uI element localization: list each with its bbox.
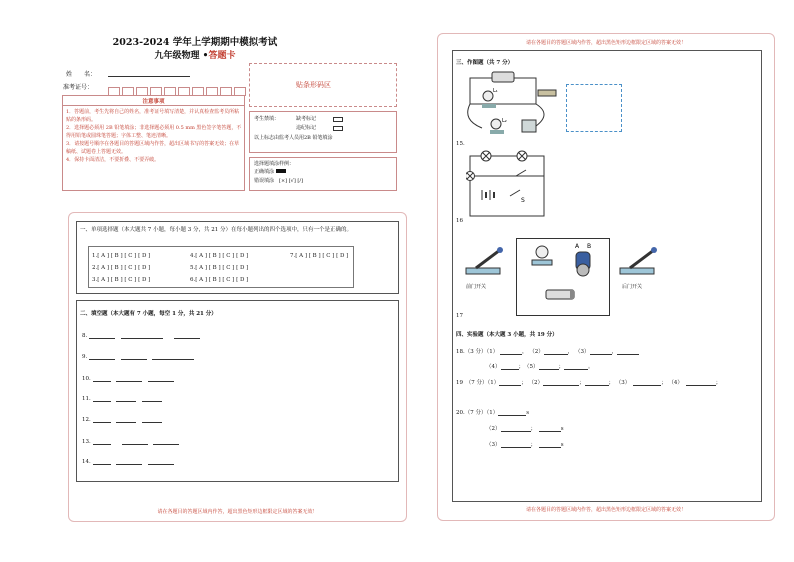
blank[interactable] xyxy=(93,417,111,423)
blank[interactable] xyxy=(590,349,612,355)
knob xyxy=(651,247,657,253)
l2-label: L₂ xyxy=(502,118,507,124)
bulb-l1-icon xyxy=(483,91,493,101)
punct: ， xyxy=(522,349,528,355)
choice-row[interactable]: 2.[ A ] [ B ] [ C ] [ D ] xyxy=(92,265,151,271)
part: （3） xyxy=(486,442,501,448)
q18-row2 xyxy=(486,362,594,370)
blank[interactable] xyxy=(544,349,568,355)
wrong-fill-marks: [×] [√] [/] xyxy=(279,178,303,184)
part: （4） xyxy=(486,364,501,370)
punct: ； xyxy=(579,380,585,386)
blank[interactable] xyxy=(122,439,148,445)
bell-dome xyxy=(577,264,589,276)
q17-components xyxy=(526,240,606,310)
q16-label: 16 xyxy=(456,218,463,224)
q20-row2 xyxy=(486,424,564,432)
front-switch-label: 前门开关 xyxy=(466,284,487,290)
punct: ； xyxy=(558,364,565,370)
bulb-holder xyxy=(532,260,552,265)
part: （2） xyxy=(529,349,544,355)
notice-item: 4．保持卡面清洁，不要折叠、不要弄破。 xyxy=(66,157,160,163)
blank[interactable] xyxy=(499,380,521,386)
q-num: 14. xyxy=(82,459,91,465)
exam-subtitle xyxy=(95,48,295,61)
unit: s xyxy=(560,442,564,448)
switch-lever-icon xyxy=(476,250,500,268)
q17-label: 17 xyxy=(456,313,463,319)
blank[interactable] xyxy=(686,380,716,386)
unit: s xyxy=(526,410,530,416)
blank[interactable] xyxy=(142,417,162,423)
fill-example-title: 选择题填涂样例： xyxy=(254,161,295,167)
fill-q11 xyxy=(82,394,162,402)
notice-divider xyxy=(62,105,245,106)
battery-icon xyxy=(546,290,574,299)
ticket-label: 准考证号： xyxy=(63,84,94,91)
blank[interactable] xyxy=(116,376,142,382)
label-a: A xyxy=(575,243,580,250)
blank[interactable] xyxy=(498,410,526,416)
warn-right-top: 请在各题目的答题区域内作答，超出黑色矩形边框限定区域的答案无效！ xyxy=(525,40,686,46)
blank[interactable] xyxy=(93,459,111,465)
exam-title: 2023-2024 学年上学期期中模拟考试 xyxy=(112,37,278,48)
notice-item: 2．选择题必须用 2B 铅笔填涂；非选择题必须用 0.5 mm 黑色签字笔答题，不得用铅笔或圆珠笔答题；字体工整、笔迹清晰。 xyxy=(66,125,242,139)
punct: ； xyxy=(715,380,722,386)
bulb-base xyxy=(490,130,504,134)
punct: ； xyxy=(530,442,534,448)
blank[interactable] xyxy=(501,426,531,432)
punct: ， xyxy=(611,349,618,355)
choice-row[interactable]: 1.[ A ] [ B ] [ C ] [ D ] xyxy=(92,253,151,259)
absent-checkbox[interactable] xyxy=(333,117,343,122)
blank[interactable] xyxy=(116,417,136,423)
notice-title: 注意事项 xyxy=(142,99,165,105)
choice-row[interactable]: 6.[ A ] [ B ] [ C ] [ D ] xyxy=(190,277,249,283)
blank[interactable] xyxy=(501,364,519,370)
choice-row[interactable]: 5.[ A ] [ B ] [ C ] [ D ] xyxy=(190,265,249,271)
part: （3） xyxy=(615,380,628,386)
part: （2） xyxy=(486,426,501,432)
blank[interactable] xyxy=(148,376,174,382)
fill-q9 xyxy=(82,352,194,360)
q20-num: 20.（7 分）（1） xyxy=(456,410,499,416)
wrong-fill-label: 错误填涂 xyxy=(254,178,275,184)
blank[interactable] xyxy=(116,396,136,402)
q18-row1 xyxy=(456,347,639,355)
notice-list xyxy=(66,108,242,164)
bulb-icon xyxy=(536,246,548,258)
section2-box xyxy=(76,300,399,482)
blank[interactable] xyxy=(89,354,115,360)
fill-q8 xyxy=(82,331,382,339)
section4-title: 四、实验题（本大题 3 小题，共 19 分） xyxy=(456,332,558,338)
blank[interactable] xyxy=(500,349,522,355)
q19-num: 19 （7 分）（1） xyxy=(456,380,500,386)
switch-base xyxy=(466,268,500,274)
blank[interactable] xyxy=(174,333,200,339)
back-switch-picture xyxy=(616,240,666,278)
punct: ； xyxy=(530,426,534,432)
blank[interactable] xyxy=(142,396,162,402)
switch-icon xyxy=(538,90,556,96)
q15-circuit-picture xyxy=(462,70,562,138)
blank[interactable] xyxy=(539,364,559,370)
knob xyxy=(497,247,503,253)
blank[interactable] xyxy=(116,459,142,465)
q-num: 8. xyxy=(82,333,88,339)
switch-base xyxy=(620,268,654,274)
q20-row1 xyxy=(456,408,529,416)
unit: s xyxy=(560,426,564,432)
switch-lever-icon xyxy=(630,250,654,268)
fill-q14 xyxy=(82,457,174,465)
blank[interactable] xyxy=(93,396,111,402)
subtitle-main: 九年级物理 • xyxy=(154,51,209,61)
fill-q13 xyxy=(82,437,179,445)
bulb-l2-icon xyxy=(491,119,501,129)
blank[interactable] xyxy=(539,442,561,448)
battery-icon xyxy=(492,72,514,82)
blank[interactable] xyxy=(633,380,661,386)
blank[interactable] xyxy=(543,380,579,386)
filled-mark xyxy=(276,169,286,173)
correct-fill xyxy=(254,168,286,176)
q18-num: 18.（3 分）（1） xyxy=(456,349,499,355)
q15-label: 15. xyxy=(456,141,465,147)
warn-right-bottom: 请在各题目的答题区域内作答，超出黑色矩形边框限定区域的答案无效！ xyxy=(525,507,686,513)
q-num: 12. xyxy=(82,417,91,423)
q16-circuit-diagram xyxy=(466,150,548,222)
exam-status-note: 以上标志由监考人员用2B 铅笔填涂 xyxy=(254,135,333,141)
violation-checkbox[interactable] xyxy=(333,126,343,131)
exam-status-label: 考生禁填： xyxy=(254,116,280,122)
blank[interactable] xyxy=(153,439,179,445)
blank[interactable] xyxy=(501,442,531,448)
q19-row xyxy=(456,378,721,386)
part: （4） xyxy=(668,380,681,386)
label-b: B xyxy=(587,243,592,250)
switch-icon xyxy=(510,190,520,196)
q15-drawing-area[interactable] xyxy=(566,84,622,132)
q-num: 9. xyxy=(82,354,88,360)
section1-title: 一、单项选择题（本大题共 7 小题，每小题 3 分，共 21 分）在每小题列出的四个选项中，只有一个是正确的。 xyxy=(80,227,352,233)
warn-left-bottom: 请在各题目的答题区域内作答，超出黑色矩形边框限定区域的答案无效！ xyxy=(157,509,318,515)
blank[interactable] xyxy=(148,459,174,465)
punct: ， xyxy=(567,349,574,355)
front-switch-picture xyxy=(462,240,512,278)
notice-item: 3．请按题号顺序在各题目的答题区域内作答，超出区域书写的答案无效；在草稿纸、试题卷上答题无效。 xyxy=(66,141,240,155)
choice-row[interactable]: 3.[ A ] [ B ] [ C ] [ D ] xyxy=(92,277,151,283)
blank[interactable] xyxy=(585,380,609,386)
name-line[interactable] xyxy=(108,76,190,77)
blank[interactable] xyxy=(89,333,115,339)
absent-label: 缺考标记 xyxy=(296,116,317,122)
punct: ； xyxy=(518,364,522,370)
part: （3） xyxy=(575,349,590,355)
barcode-label: 贴条形码区 xyxy=(296,81,331,89)
bulb-base xyxy=(482,104,496,108)
subtitle-accent: 答题卡 xyxy=(208,51,236,61)
punct: ； xyxy=(661,380,667,386)
fill-q12 xyxy=(82,415,162,423)
choice-col-3 xyxy=(290,250,348,262)
wrong-fill xyxy=(254,177,303,185)
blank[interactable] xyxy=(564,364,588,370)
fill-q10 xyxy=(82,374,174,382)
switch-label: S xyxy=(521,197,525,204)
blank[interactable] xyxy=(617,349,639,355)
ammeter-icon xyxy=(522,120,536,132)
correct-fill-label: 正确填涂 xyxy=(254,169,275,175)
q-num: 10. xyxy=(82,376,91,382)
switch-icon xyxy=(516,170,526,176)
choice-row[interactable]: 7.[ A ] [ B ] [ C ] [ D ] xyxy=(290,253,349,259)
q20-row3 xyxy=(486,440,564,448)
section2-title: 二、填空题（本大题有 7 小题，每空 1 分，共 21 分） xyxy=(80,311,217,317)
part: （2） xyxy=(528,380,544,386)
punct: ； xyxy=(608,380,615,386)
blank[interactable] xyxy=(121,354,147,360)
blank[interactable] xyxy=(539,426,561,432)
choice-col-1 xyxy=(92,250,150,286)
blank[interactable] xyxy=(152,354,194,360)
back-switch-label: 后门开关 xyxy=(622,284,643,290)
choice-col-2 xyxy=(190,250,248,286)
l1-label: L₁ xyxy=(493,88,498,94)
blank[interactable] xyxy=(121,333,163,339)
blank[interactable] xyxy=(93,376,111,382)
part: （5） xyxy=(526,364,539,370)
q-num: 13. xyxy=(82,439,91,445)
punct: 。 xyxy=(588,364,594,370)
choice-row[interactable]: 4.[ A ] [ B ] [ C ] [ D ] xyxy=(190,253,249,259)
name-label: 姓 名： xyxy=(66,71,97,78)
violation-label: 违纪标记 xyxy=(296,125,317,131)
punct: ； xyxy=(521,380,527,386)
wire-loop xyxy=(470,156,544,216)
battery-cap xyxy=(570,290,574,299)
notice-item: 1．答题前，考生先将自己的姓名，准考证号填写清楚，并认真检查监考员所粘贴的条形码。 xyxy=(66,109,240,123)
q-num: 11. xyxy=(82,396,91,402)
blank[interactable] xyxy=(93,439,111,445)
section3-title: 三、作图题（共 7 分） xyxy=(456,60,514,66)
